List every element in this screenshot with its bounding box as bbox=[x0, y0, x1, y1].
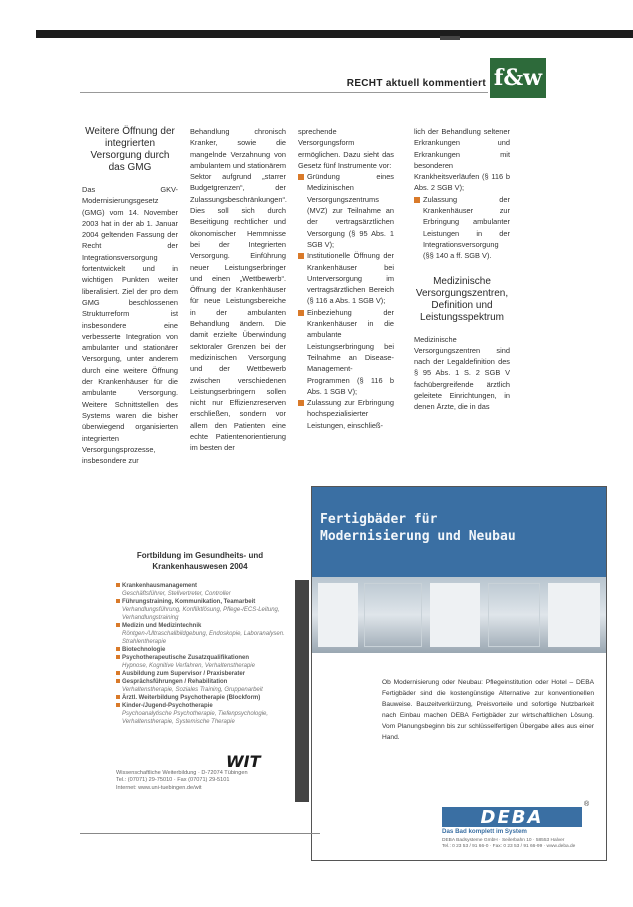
course-list bbox=[116, 582, 286, 726]
list-item: Ärztl. Weiterbildung Psychotherapie (Blockform) bbox=[116, 694, 286, 702]
list-item: Psychotherapeutische Zusatzqualifikationen Hypnose, Kognitive Verfahren, Verhaltenstherapie bbox=[116, 654, 286, 670]
section-header: RECHT aktuell kommentiert bbox=[346, 78, 486, 89]
bullet-icon bbox=[116, 623, 120, 627]
photo-panel bbox=[488, 583, 540, 647]
deba-advertisement bbox=[311, 486, 607, 861]
bullet-icon bbox=[116, 695, 120, 699]
article-paragraph: sprechende Versorgungsform ermöglichen. Dazu sieht das Gesetz fünf Instrumente vor: bbox=[298, 127, 394, 170]
list-item: Krankenhausmanagement Geschäftsführer, Stellvertreter, Controller bbox=[116, 582, 286, 598]
article-column-3 bbox=[298, 126, 394, 456]
bullet-icon bbox=[116, 583, 120, 587]
bullet-icon bbox=[116, 671, 120, 675]
article-paragraph: Medizinische Versorgungszentren sind nach der Legaldefinition des § 95 Abs. 1 S. 2 SGB V fachübergreifende ärztlich geleitete Einrichtungen, in denen Ärzte, die in das bbox=[414, 334, 510, 412]
deba-tagline: Das Bad komplett im System bbox=[442, 828, 527, 835]
list-item: Zulassung der Krankenhäuser zur Erbringung ambulanter Leistungen in der Integrationsversorgung (§§ 140 a ff. SGB V). bbox=[414, 194, 510, 262]
university-advertisement bbox=[96, 542, 294, 802]
article-column-2 bbox=[190, 126, 286, 456]
registered-mark: ® bbox=[584, 801, 590, 808]
list-item: Biotechnologie bbox=[116, 646, 286, 654]
footer-rule bbox=[80, 833, 320, 834]
top-decorative-bar bbox=[36, 30, 633, 38]
list-item: Ausbildung zum Supervisor / Praxisberater bbox=[116, 670, 286, 678]
list-item: Gesprächsführungen / Rehabilitation Verhaltenstherapie, Soziales Training, Gruppenarbeit bbox=[116, 678, 286, 694]
bullet-icon bbox=[116, 655, 120, 659]
photo-panel bbox=[430, 583, 480, 647]
publication-logo: f&w bbox=[490, 58, 546, 98]
list-item: Gründung eines Medizinischen Versorgungszentrums (MVZ) zur Teilnahme an der vertragsärztlichen Versorgung (§ 95 Abs. 1 SGB V); bbox=[298, 171, 394, 250]
list-item: Medizin und Medizintechnik Röntgen-/Ultraschallbildgebung, Endoskopie, Laboranalysen, Strahlentherapie bbox=[116, 622, 286, 646]
wit-logo: WIT bbox=[226, 752, 261, 771]
article-paragraph: lich der Behandlung seltener Erkrankungen und Erkrankungen mit besonderen Krankheitsverläufen (§ 116 b Abs. 2 SGB V); bbox=[414, 127, 510, 193]
article-heading-1: Weitere Öffnung der integrierten Versorgung durch das GMG bbox=[85, 126, 175, 173]
university-band bbox=[295, 580, 309, 802]
ad-contact: Wissenschaftliche Weiterbildung · D-72074 Tübingen Tel.: (07071) 29-75010 · Fax (07071) 29-5101 Internet: www.uni-tuebingen.de/wit bbox=[116, 770, 248, 791]
list-item: Zulassung zur Erbringung hochspezialisierter Leistungen, einschließ- bbox=[298, 397, 394, 431]
ad-headline: Fertigbäder für Modernisierung und Neubau bbox=[320, 512, 516, 544]
list-item: Kinder-/Jugend-Psychotherapie Psychoanalytische Psychotherapie, Tiefenpsychologie, Verhaltenstherapie, Systemische Therapie bbox=[116, 702, 286, 726]
bullet-icon bbox=[116, 647, 120, 651]
bathroom-photo bbox=[312, 577, 606, 653]
university-name: Universität Tübingen bbox=[280, 551, 291, 661]
list-item: Institutionelle Öffnung der Krankenhäuser bei Unterversorgung im vertragsärztlichen Bereich (§ 116 a Abs. 1 SGB V); bbox=[298, 250, 394, 306]
header-rule bbox=[80, 92, 488, 93]
list-item: Einbeziehung der Krankenhäuser in die ambulante Leistungserbringung bei Teilnahme an Disease-Management-Programmen (§ 116 b Abs. 1 SGB V); bbox=[298, 307, 394, 397]
top-bar-tab bbox=[440, 36, 460, 40]
photo-panel bbox=[364, 583, 422, 647]
list-item: Führungstraining, Kommunikation, Teamarbeit Verhandlungsführung, Konfliktlösung, Pflege-/ECS-Leitung, Verhandlungstraining bbox=[116, 598, 286, 622]
bullet-icon bbox=[116, 679, 120, 683]
article-column-4 bbox=[414, 126, 510, 456]
ad-banner bbox=[312, 487, 606, 577]
deba-logo: DEBA bbox=[442, 807, 582, 827]
bullet-icon bbox=[116, 599, 120, 603]
article-column-1 bbox=[82, 126, 178, 466]
deba-brand-block bbox=[436, 801, 594, 857]
deba-address: DEBA Badsysteme GmbH · Seilerbahn 10 · 58553 Halver Tel.: 0 23 53 / 91 66-0 · Fax: 0 23 53 / 91 66-99 · www.deba.de bbox=[442, 838, 576, 849]
ad-title: Fortbildung im Gesundheits- und Krankenhauswesen 2004 bbox=[136, 551, 264, 571]
photo-panel bbox=[548, 583, 600, 647]
ad-body: Ob Modernisierung oder Neubau: Pflegeinstitution oder Hotel – DEBA Fertigbäder sind die kostengünstige Alternative zur konventionellen Bauweise. Bauzeitverkürzung, Preisvorteile und sofortige Nutzbarkeit nach Einbau machen DEBA Fertigbäder zur wirtschaftlichen Lösung. Vom Planungsbeginn bis zur schlüsselfertigen Übergabe alles aus einer Hand. bbox=[382, 679, 594, 741]
article-heading-2: Medizinische Versorgungszentren, Definition und Leistungsspektrum bbox=[415, 275, 509, 323]
photo-panel bbox=[318, 583, 358, 647]
bullet-icon bbox=[116, 703, 120, 707]
article-paragraph: Behandlung chronisch Kranker, sowie die mangelnde Verzahnung von ambulantem und stationärem Sektor aufgrund „starrer Budgetgrenzen“, der Zulassungsbeschränkungen“. Dies soll sich durch Beseitigung rechtlicher und ökonomischer Hemmnisse bei der Integrierten Versorgung. Einführung neuer Leistungserbringer und einen „Wettbewerb“. Öffnung der Krankenhäuser für neue Leistungsbereiche in der ambulanten Behandlung ändern. Die damit erzielte Überwindung sektoraler Grenzen bei der medizinischen Versorgung und der Wettbewerb zwischen verschiedenen Leistungserbringern sollen nicht nur Effizienzreserven erschließen, sondern vor allem den Patienten eine echte Patientenorientierung im besten der bbox=[190, 127, 287, 453]
article-paragraph: Das GKV-Modernisierungsgesetz (GMG) vom 14. November 2003 hat in der ab 1. Januar 2004 geltenden Fassung der Recht der Integrationsversorgung fortentwickelt und in wichtigen Punkten weiter liberalisiert. Ziel der pro dem GMG beschlossenen Strukturreform ist insbesondere eine verbesserte Integration von ambulanter und stationärer Versorgung, unter anderem durch eine weitere Öffnung der Krankenhäuser für die ambulante Versorgung. Weitere Schnittstellen des Systems waren die bisher überwiegend organisierten integrierten Versorgungsprozesse, insbesondere zur bbox=[82, 185, 178, 466]
